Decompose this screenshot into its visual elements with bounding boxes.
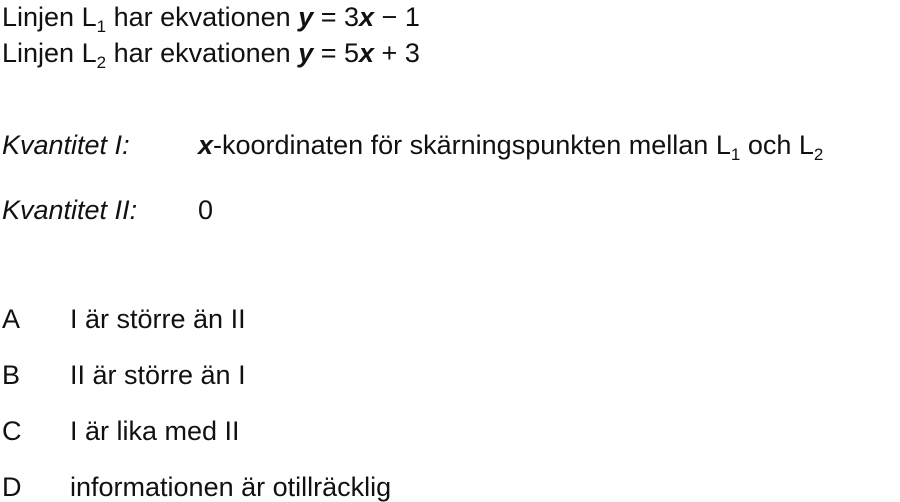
quantity-1-label: Kvantitet I: [2,130,130,160]
equation-line-2 [2,38,420,72]
quantity-2-label: Kvantitet II: [2,195,138,225]
x-variable: x [359,38,375,68]
option-letter: A [2,304,21,334]
y-variable: y [298,2,314,32]
equation-rest: + 3 [374,38,420,68]
equation-equals: = 3 [313,2,360,32]
quantity-1-value [198,130,824,164]
line-subscript: 1 [96,17,107,36]
line-subscript: 1 [730,145,741,164]
x-variable: x [359,2,375,32]
x-variable: x [198,130,214,160]
option-text: I är större än II [70,304,246,334]
quantity-2-value: 0 [198,195,214,225]
line-subscript: 2 [813,145,824,164]
option-text: I är lika med II [70,416,240,446]
equation-middle: har ekvationen [106,38,299,68]
equation-prefix: Linjen L [2,2,97,32]
quantity-1-text: -koordinaten för skärningspunkten mellan L [213,130,731,160]
equation-middle: har ekvationen [106,2,299,32]
option-text: II är större än I [70,360,246,390]
equation-equals: = 5 [313,38,360,68]
equation-line-1 [2,2,420,36]
quantity-1-and: och L [740,130,814,160]
equation-prefix: Linjen L [2,38,97,68]
equation-rest: − 1 [374,2,420,32]
option-letter: C [2,416,22,446]
option-letter: B [2,360,21,390]
option-text: informationen är otillräcklig [70,472,392,502]
option-letter: D [2,472,22,502]
y-variable: y [298,38,314,68]
line-subscript: 2 [96,53,107,72]
